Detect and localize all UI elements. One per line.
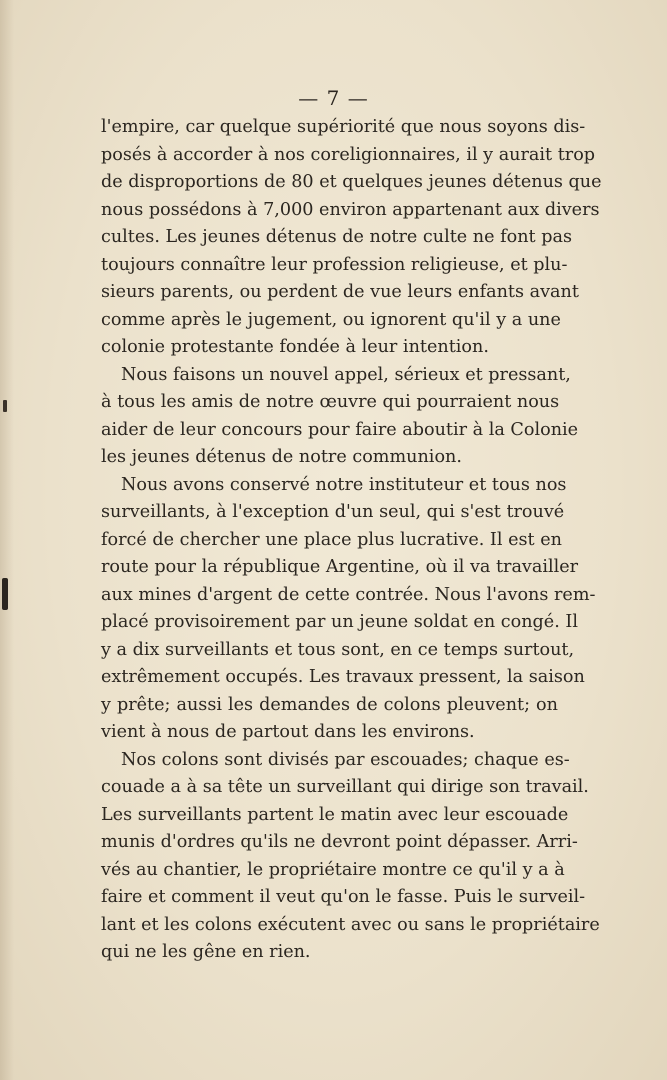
- text-line: lant et les colons exécutent avec ou sans le propriétaire: [101, 914, 600, 935]
- text-line: aux mines d'argent de cette contrée. Nous l'avons rem-: [101, 584, 596, 605]
- text-line: toujours connaître leur profession religieuse, et plu-: [101, 254, 568, 275]
- text-line: qui ne les gêne en rien.: [101, 942, 311, 962]
- text-line: aider de leur concours pour faire aboutir à la Colonie: [101, 419, 579, 440]
- text-line: Nous avons conservé notre instituteur et tous nos: [121, 474, 567, 495]
- text-line: Les surveillants partent le matin avec leur escouade: [101, 804, 569, 825]
- text-line: nous possédons à 7,000 environ appartenant aux divers: [101, 199, 600, 220]
- text-line: route pour la république Argentine, où il va travailler: [101, 557, 579, 577]
- text-line: placé provisoirement par un jeune soldat en congé. Il: [101, 612, 578, 632]
- text-line: à tous les amis de notre œuvre qui pourraient nous: [101, 392, 560, 412]
- text-line: surveillants, à l'exception d'un seul, qui s'est trouvé: [101, 502, 565, 522]
- text-line: Nous faisons un nouvel appel, sérieux et pressant,: [121, 364, 571, 385]
- text-line: munis d'ordres qu'ils ne devront point dépasser. Arri-: [101, 832, 578, 852]
- text-line: de disproportions de 80 et quelques jeunes détenus que: [101, 172, 602, 192]
- text-line: vient à nous de partout dans les environs.: [101, 722, 475, 742]
- text-line: y prête; aussi les demandes de colons pleuvent; on: [101, 694, 558, 715]
- text-line: extrêmement occupés. Les travaux pressent, la saison: [101, 667, 585, 687]
- page-number: — 7 —: [298, 86, 369, 110]
- body-text: [101, 114, 602, 967]
- text-line: y a dix surveillants et tous sont, en ce temps surtout,: [101, 639, 575, 660]
- text-line: l'empire, car quelque supériorité que nous soyons dis-: [101, 117, 586, 137]
- margin-ink-mark: [2, 578, 8, 610]
- text-line: colonie protestante fondée à leur intention.: [101, 337, 489, 357]
- page-edge-shadow: [0, 0, 14, 1080]
- margin-ink-mark: [3, 400, 7, 412]
- text-line: vés au chantier, le propriétaire montre ce qu'il y a à: [101, 859, 565, 880]
- text-line: faire et comment il veut qu'on le fasse. Puis le surveil-: [101, 887, 586, 907]
- text-line: forcé de chercher une place plus lucrative. Il est en: [101, 529, 562, 550]
- text-line: comme après le jugement, ou ignorent qu'il y a une: [101, 309, 561, 330]
- text-line: cultes. Les jeunes détenus de notre culte ne font pas: [101, 227, 573, 247]
- text-line: posés à accorder à nos coreligionnaires, il y aurait trop: [101, 144, 596, 165]
- text-line: les jeunes détenus de notre communion.: [101, 447, 462, 467]
- text-line: couade a à sa tête un surveillant qui dirige son travail.: [101, 777, 589, 797]
- text-line: sieurs parents, ou perdent de vue leurs enfants avant: [101, 282, 579, 302]
- text-line: Nos colons sont divisés par escouades; chaque es-: [121, 749, 570, 770]
